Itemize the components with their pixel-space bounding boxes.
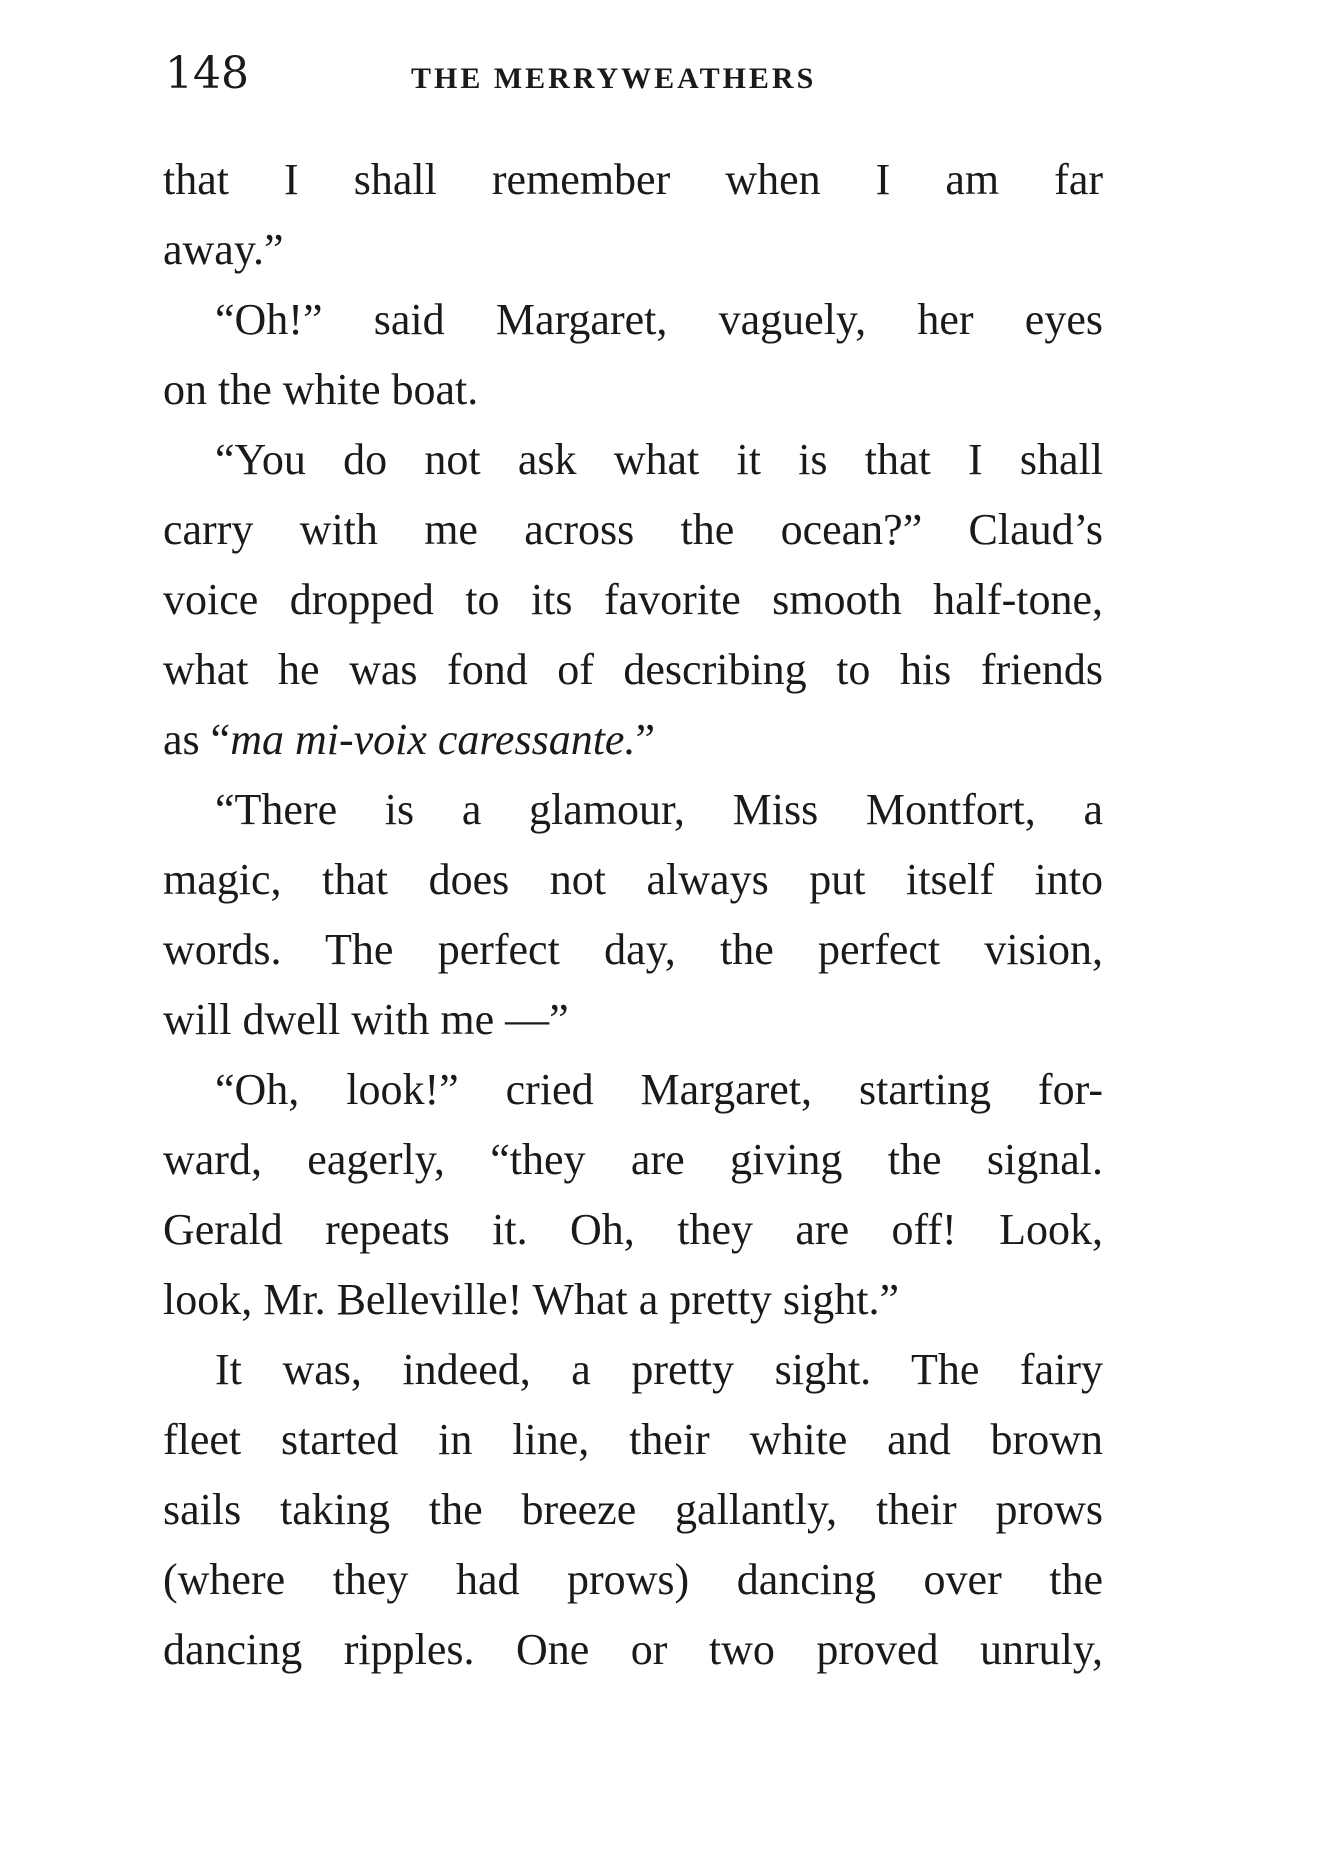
text-line	[163, 705, 1103, 775]
text-line: carry with me across the ocean?” Claud’s	[163, 505, 1103, 554]
text-segment: ”	[635, 715, 655, 764]
text-line: (where they had prows) dancing over the	[163, 1555, 1103, 1604]
text-line: fleet started in line, their white and brown	[163, 1415, 1103, 1464]
text-line: “Oh!” said Margaret, vaguely, her eyes	[215, 295, 1103, 344]
text-line: ward, eagerly, “they are giving the signal.	[163, 1135, 1103, 1184]
text-line: words. The perfect day, the perfect vision,	[163, 925, 1103, 974]
page-number: 148	[165, 48, 249, 99]
text-line: look, Mr. Belleville! What a pretty sight.”	[163, 1275, 900, 1324]
text-line: voice dropped to its favorite smooth half-tone,	[163, 575, 1103, 624]
text-line: that I shall remember when I am far	[163, 155, 1103, 204]
text-segment: as “	[163, 715, 231, 764]
text-line: will dwell with me —”	[163, 995, 569, 1044]
italic-phrase: ma mi-voix caressante.	[230, 715, 636, 764]
text-line: “Oh, look!” cried Margaret, starting for-	[215, 1065, 1103, 1114]
text-line: what he was fond of describing to his friends	[163, 645, 1103, 694]
text-line: on the white boat.	[163, 365, 479, 414]
text-line: away.”	[163, 225, 284, 274]
text-line: sails taking the breeze gallantly, their prows	[163, 1485, 1103, 1534]
text-line: dancing ripples. One or two proved unruly,	[163, 1625, 1103, 1674]
text-line: Gerald repeats it. Oh, they are off! Look,	[163, 1205, 1103, 1254]
body-text	[163, 145, 1103, 1685]
running-title: THE MERRYWEATHERS	[411, 62, 817, 95]
text-line: “There is a glamour, Miss Montfort, a	[215, 785, 1103, 834]
text-line: magic, that does not always put itself into	[163, 855, 1103, 904]
text-line: It was, indeed, a pretty sight. The fairy	[215, 1345, 1103, 1394]
text-line: “You do not ask what it is that I shall	[215, 435, 1103, 484]
